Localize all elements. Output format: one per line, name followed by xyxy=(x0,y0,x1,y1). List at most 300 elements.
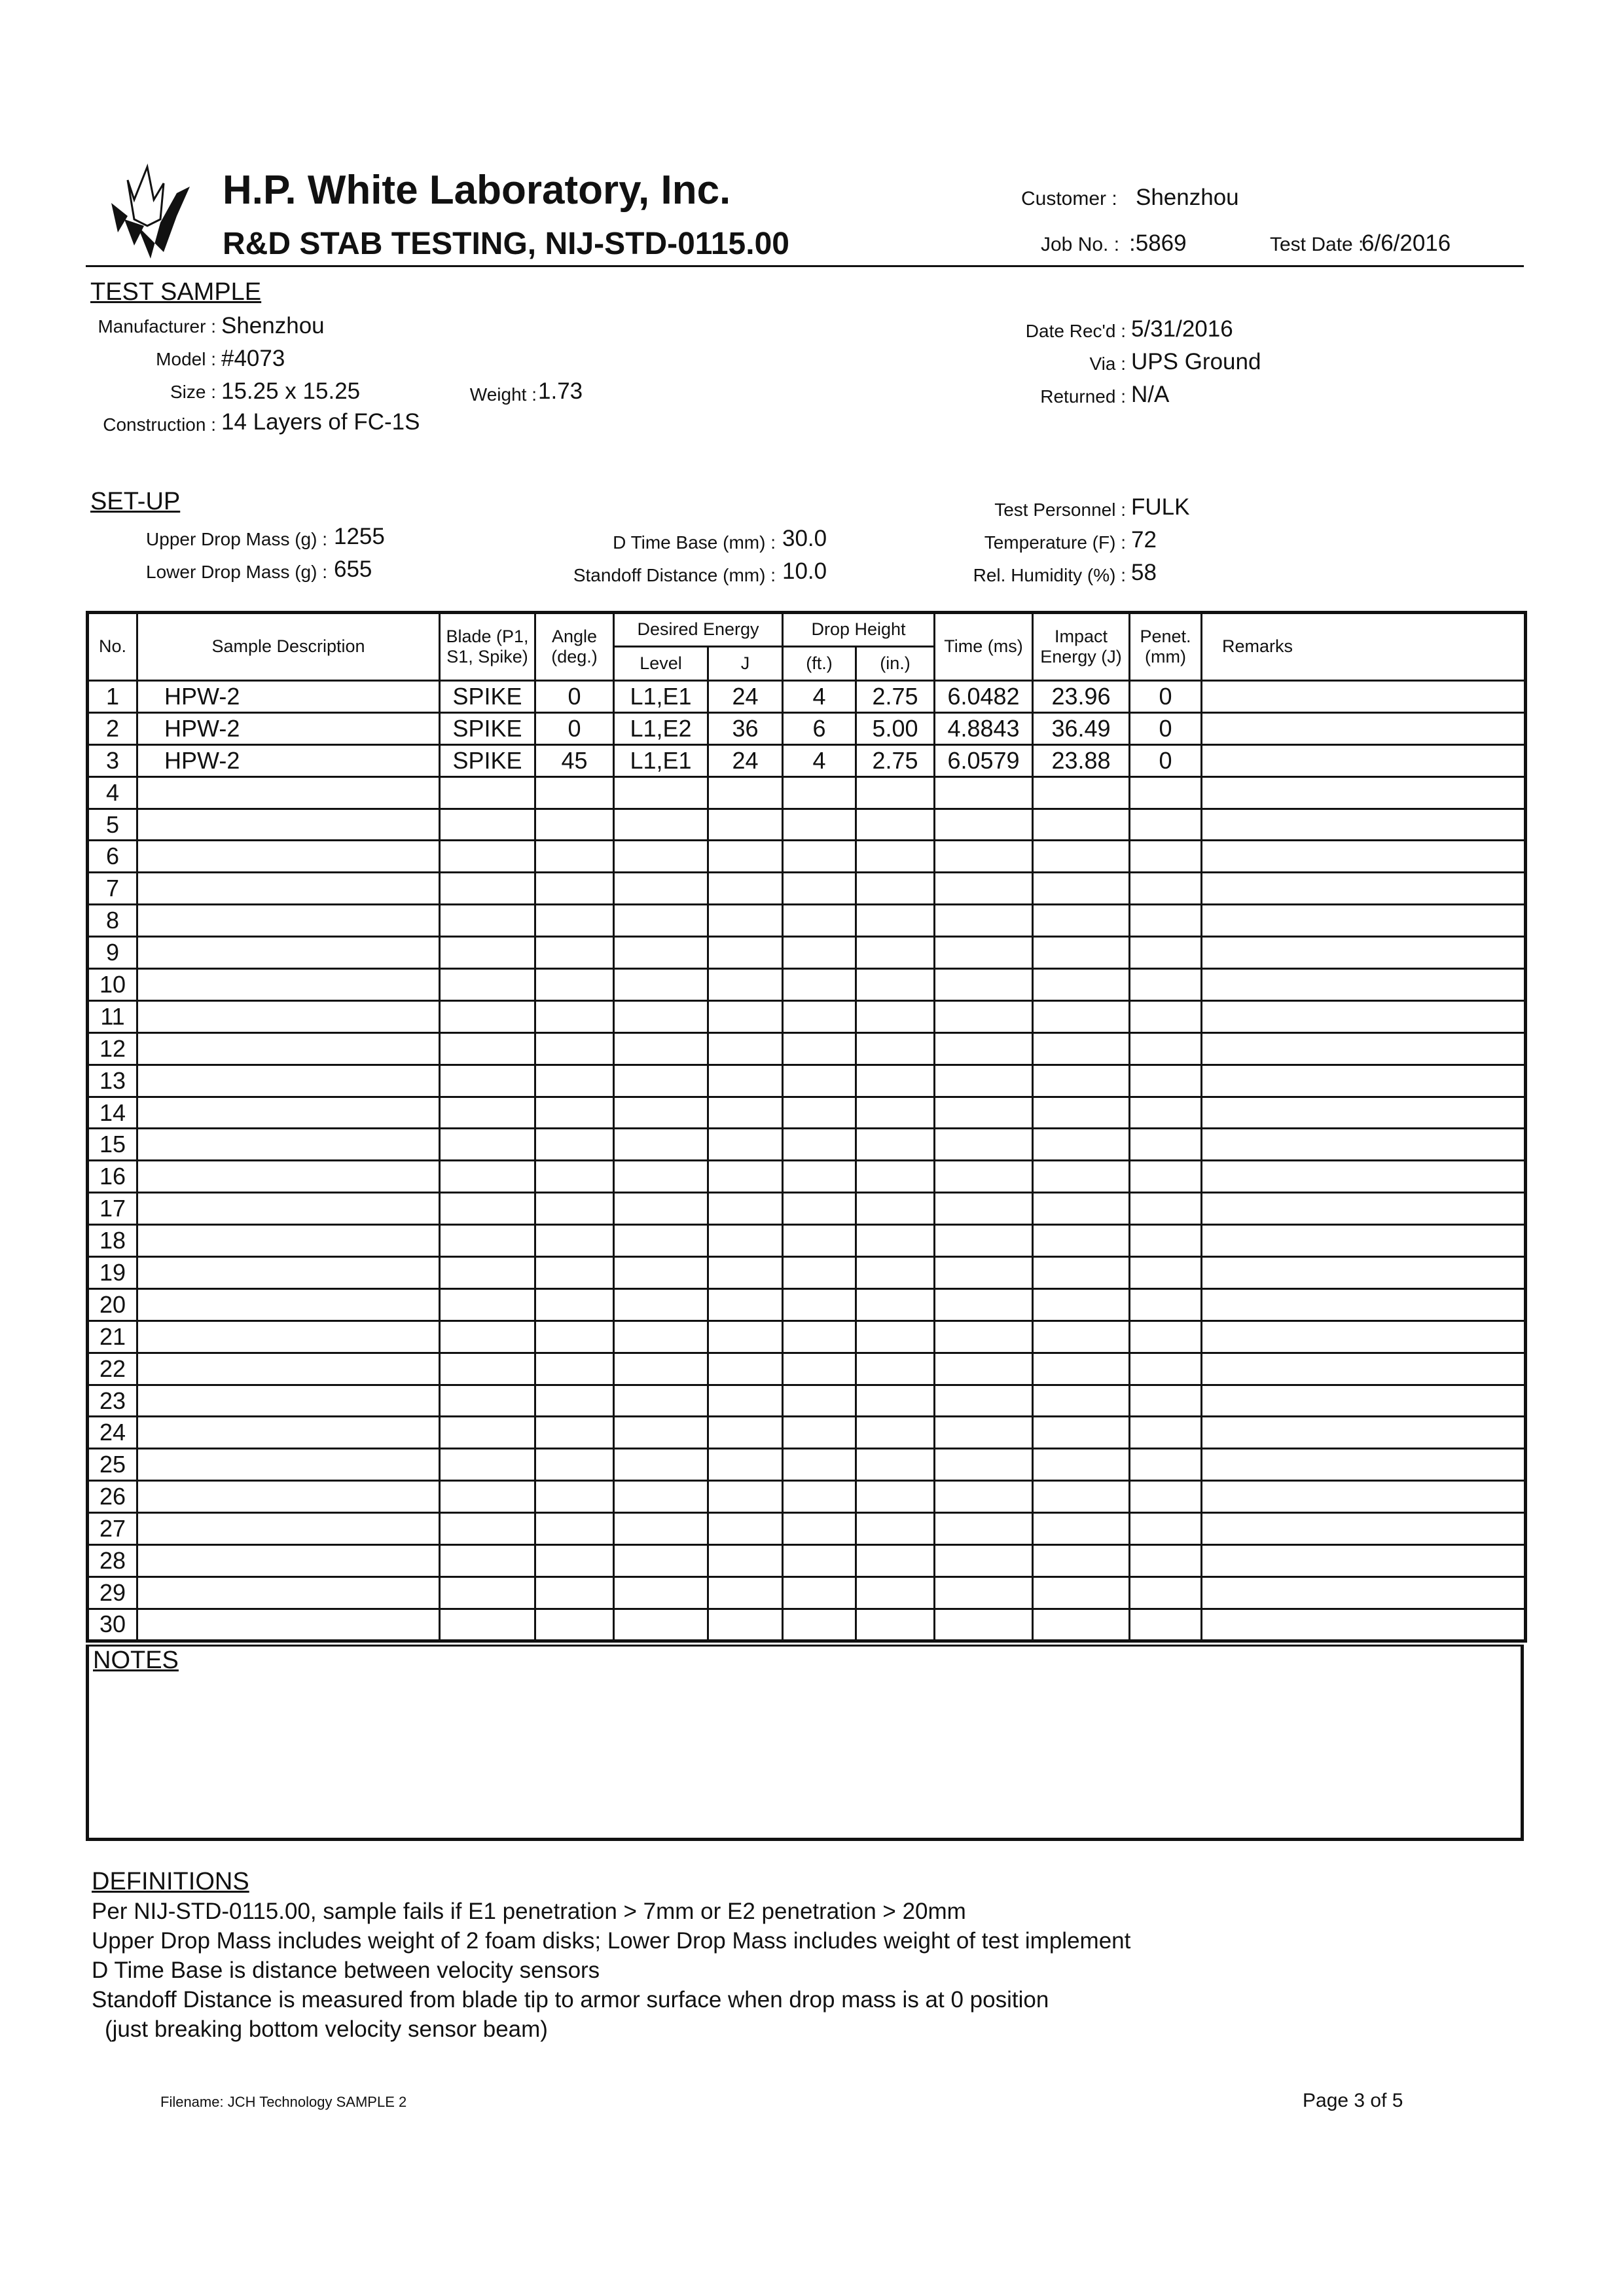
cell-energy xyxy=(1033,776,1130,809)
standoff-label: Standoff Distance (mm) : xyxy=(573,565,776,585)
cell-j: 24 xyxy=(708,681,783,713)
cell-desc xyxy=(137,969,440,1001)
temperature-label: Temperature (F) : xyxy=(984,532,1126,553)
cell-no: 15 xyxy=(88,1129,137,1161)
cell-remarks xyxy=(1202,841,1526,873)
cell-j xyxy=(708,1000,783,1032)
cell-no: 29 xyxy=(88,1576,137,1609)
cell-energy xyxy=(1033,1576,1130,1609)
d-time-value: 30.0 xyxy=(782,526,827,551)
cell-angle xyxy=(535,1129,614,1161)
cell-energy xyxy=(1033,1353,1130,1385)
cell-blade xyxy=(440,1545,535,1577)
table-row xyxy=(88,1288,1526,1321)
cell-desc xyxy=(137,1032,440,1065)
cell-in xyxy=(856,1288,935,1321)
cell-level xyxy=(614,1225,708,1257)
header-blade: Blade (P1, S1, Spike) xyxy=(440,613,535,681)
cell-desc xyxy=(137,1257,440,1289)
cell-penet xyxy=(1130,1417,1202,1449)
manufacturer-label: Manufacturer : xyxy=(98,316,216,337)
cell-desc: HPW-2 xyxy=(137,681,440,713)
cell-no: 26 xyxy=(88,1481,137,1513)
definitions-title: DEFINITIONS xyxy=(92,1868,249,1895)
cell-desc: HPW-2 xyxy=(137,712,440,744)
cell-no: 7 xyxy=(88,873,137,905)
cell-time xyxy=(935,1065,1033,1097)
cell-desc xyxy=(137,1193,440,1225)
table-row xyxy=(88,1161,1526,1193)
cell-energy xyxy=(1033,1609,1130,1641)
cell-penet xyxy=(1130,1576,1202,1609)
cell-in xyxy=(856,905,935,937)
table-row xyxy=(88,969,1526,1001)
cell-angle xyxy=(535,1609,614,1641)
cell-remarks xyxy=(1202,1385,1526,1417)
customer-label: Customer : xyxy=(1021,188,1117,210)
cell-angle: 45 xyxy=(535,744,614,776)
cell-no: 27 xyxy=(88,1513,137,1545)
cell-penet xyxy=(1130,1032,1202,1065)
cell-time xyxy=(935,1609,1033,1641)
cell-penet xyxy=(1130,1161,1202,1193)
cell-in: 2.75 xyxy=(856,681,935,713)
cell-j xyxy=(708,1417,783,1449)
cell-ft xyxy=(783,1225,856,1257)
cell-in xyxy=(856,776,935,809)
cell-desc xyxy=(137,1385,440,1417)
cell-time xyxy=(935,1000,1033,1032)
cell-blade xyxy=(440,1481,535,1513)
table-row xyxy=(88,1353,1526,1385)
cell-ft xyxy=(783,1129,856,1161)
cell-in xyxy=(856,1353,935,1385)
cell-level xyxy=(614,841,708,873)
table-row xyxy=(88,744,1526,776)
cell-penet xyxy=(1130,873,1202,905)
header-drop-height: Drop Height xyxy=(783,613,935,647)
header-level: Level xyxy=(614,647,708,681)
cell-remarks xyxy=(1202,1000,1526,1032)
cell-energy xyxy=(1033,1417,1130,1449)
cell-angle xyxy=(535,841,614,873)
cell-penet xyxy=(1130,1449,1202,1481)
cell-time xyxy=(935,1545,1033,1577)
cell-level xyxy=(614,873,708,905)
cell-remarks xyxy=(1202,1481,1526,1513)
cell-ft: 6 xyxy=(783,712,856,744)
returned-value: N/A xyxy=(1131,382,1170,407)
cell-angle xyxy=(535,1097,614,1129)
cell-time xyxy=(935,1032,1033,1065)
cell-remarks xyxy=(1202,1513,1526,1545)
construction-label: Construction : xyxy=(103,414,216,435)
temperature-value: 72 xyxy=(1131,527,1157,553)
cell-blade xyxy=(440,1576,535,1609)
cell-level: L1,E2 xyxy=(614,712,708,744)
cell-angle xyxy=(535,1545,614,1577)
cell-no: 10 xyxy=(88,969,137,1001)
setup-title: SET-UP xyxy=(90,488,181,515)
cell-time xyxy=(935,1193,1033,1225)
job-number: :5869 xyxy=(1129,230,1187,256)
cell-angle xyxy=(535,1417,614,1449)
cell-blade xyxy=(440,937,535,969)
cell-desc xyxy=(137,937,440,969)
table-row xyxy=(88,1321,1526,1353)
cell-desc xyxy=(137,809,440,841)
cell-in xyxy=(856,1417,935,1449)
cell-remarks xyxy=(1202,969,1526,1001)
cell-desc xyxy=(137,905,440,937)
cell-no: 16 xyxy=(88,1161,137,1193)
cell-angle xyxy=(535,1353,614,1385)
table-row xyxy=(88,841,1526,873)
cell-energy xyxy=(1033,1481,1130,1513)
cell-ft xyxy=(783,1576,856,1609)
cell-time xyxy=(935,1353,1033,1385)
cell-ft xyxy=(783,776,856,809)
cell-level xyxy=(614,809,708,841)
company-logo-icon xyxy=(98,154,196,259)
cell-no: 2 xyxy=(88,712,137,744)
cell-angle xyxy=(535,1576,614,1609)
cell-desc xyxy=(137,1449,440,1481)
cell-in: 5.00 xyxy=(856,712,935,744)
cell-ft xyxy=(783,1065,856,1097)
cell-time xyxy=(935,1481,1033,1513)
cell-blade xyxy=(440,1257,535,1289)
cell-no: 6 xyxy=(88,841,137,873)
size-label: Size : xyxy=(170,382,216,402)
table-row xyxy=(88,1193,1526,1225)
cell-energy xyxy=(1033,1032,1130,1065)
cell-ft xyxy=(783,1609,856,1641)
cell-angle xyxy=(535,1385,614,1417)
cell-no: 18 xyxy=(88,1225,137,1257)
cell-energy xyxy=(1033,905,1130,937)
cell-no: 14 xyxy=(88,1097,137,1129)
cell-in xyxy=(856,1193,935,1225)
cell-j xyxy=(708,841,783,873)
cell-blade xyxy=(440,809,535,841)
cell-ft xyxy=(783,1193,856,1225)
footer-filename: Filename: JCH Technology SAMPLE 2 xyxy=(160,2094,407,2110)
cell-remarks xyxy=(1202,1449,1526,1481)
cell-penet xyxy=(1130,1000,1202,1032)
cell-angle xyxy=(535,1193,614,1225)
cell-blade xyxy=(440,1000,535,1032)
cell-penet xyxy=(1130,1288,1202,1321)
cell-ft xyxy=(783,1000,856,1032)
lower-mass-value: 655 xyxy=(334,556,372,582)
cell-desc xyxy=(137,1513,440,1545)
cell-desc xyxy=(137,841,440,873)
table-row xyxy=(88,1129,1526,1161)
cell-no: 8 xyxy=(88,905,137,937)
cell-ft xyxy=(783,1449,856,1481)
cell-level xyxy=(614,776,708,809)
table-row xyxy=(88,905,1526,937)
cell-angle xyxy=(535,1225,614,1257)
cell-penet xyxy=(1130,1225,1202,1257)
cell-blade xyxy=(440,1609,535,1641)
cell-penet xyxy=(1130,1353,1202,1385)
cell-penet xyxy=(1130,1097,1202,1129)
cell-ft xyxy=(783,1097,856,1129)
cell-in: 2.75 xyxy=(856,744,935,776)
definition-line: D Time Base is distance between velocity sensors xyxy=(92,1958,600,1983)
cell-ft xyxy=(783,1257,856,1289)
header-penetration: Penet. (mm) xyxy=(1130,613,1202,681)
cell-no: 20 xyxy=(88,1288,137,1321)
cell-no: 28 xyxy=(88,1545,137,1577)
personnel-label: Test Personnel : xyxy=(994,500,1126,520)
cell-desc xyxy=(137,1161,440,1193)
cell-remarks xyxy=(1202,1576,1526,1609)
cell-j xyxy=(708,1032,783,1065)
cell-j xyxy=(708,905,783,937)
table-row xyxy=(88,1257,1526,1289)
cell-remarks xyxy=(1202,776,1526,809)
cell-ft xyxy=(783,841,856,873)
cell-no: 22 xyxy=(88,1353,137,1385)
cell-desc xyxy=(137,1288,440,1321)
cell-in xyxy=(856,1385,935,1417)
header-remarks: Remarks xyxy=(1202,613,1526,681)
header-j: J xyxy=(708,647,783,681)
cell-angle xyxy=(535,1288,614,1321)
cell-penet xyxy=(1130,1257,1202,1289)
cell-penet xyxy=(1130,937,1202,969)
cell-remarks xyxy=(1202,873,1526,905)
cell-j xyxy=(708,1513,783,1545)
cell-angle xyxy=(535,905,614,937)
cell-remarks xyxy=(1202,1193,1526,1225)
cell-penet xyxy=(1130,969,1202,1001)
cell-energy xyxy=(1033,1321,1130,1353)
cell-blade: SPIKE xyxy=(440,712,535,744)
cell-j xyxy=(708,1481,783,1513)
table-row xyxy=(88,1417,1526,1449)
cell-time xyxy=(935,1321,1033,1353)
cell-blade: SPIKE xyxy=(440,681,535,713)
cell-level: L1,E1 xyxy=(614,681,708,713)
table-row xyxy=(88,1032,1526,1065)
cell-angle xyxy=(535,1257,614,1289)
cell-remarks xyxy=(1202,809,1526,841)
cell-blade xyxy=(440,776,535,809)
cell-penet xyxy=(1130,1545,1202,1577)
cell-time xyxy=(935,1513,1033,1545)
cell-angle xyxy=(535,969,614,1001)
cell-no: 11 xyxy=(88,1000,137,1032)
cell-ft xyxy=(783,1032,856,1065)
cell-no: 17 xyxy=(88,1193,137,1225)
cell-desc xyxy=(137,1417,440,1449)
model-value: #4073 xyxy=(221,346,285,371)
cell-blade xyxy=(440,1288,535,1321)
upper-mass-value: 1255 xyxy=(334,524,385,549)
cell-blade xyxy=(440,1353,535,1385)
cell-energy: 23.88 xyxy=(1033,744,1130,776)
table-row xyxy=(88,1449,1526,1481)
cell-blade xyxy=(440,1193,535,1225)
header-ft: (ft.) xyxy=(783,647,856,681)
cell-in xyxy=(856,1257,935,1289)
test-sample-title: TEST SAMPLE xyxy=(90,278,262,306)
cell-no: 4 xyxy=(88,776,137,809)
cell-ft xyxy=(783,1321,856,1353)
cell-ft xyxy=(783,969,856,1001)
cell-level xyxy=(614,1193,708,1225)
cell-energy xyxy=(1033,1129,1130,1161)
cell-remarks xyxy=(1202,1609,1526,1641)
cell-blade xyxy=(440,1129,535,1161)
cell-j xyxy=(708,809,783,841)
cell-energy xyxy=(1033,1257,1130,1289)
cell-energy xyxy=(1033,1449,1130,1481)
cell-energy: 36.49 xyxy=(1033,712,1130,744)
cell-no: 9 xyxy=(88,937,137,969)
definition-line: Per NIJ-STD-0115.00, sample fails if E1 penetration > 7mm or E2 penetration > 20mm xyxy=(92,1899,966,1924)
cell-no: 5 xyxy=(88,809,137,841)
cell-level xyxy=(614,937,708,969)
cell-angle xyxy=(535,1065,614,1097)
cell-desc xyxy=(137,1000,440,1032)
cell-j xyxy=(708,1257,783,1289)
cell-j xyxy=(708,1449,783,1481)
cell-in xyxy=(856,809,935,841)
via-value: UPS Ground xyxy=(1131,349,1261,374)
cell-energy xyxy=(1033,1193,1130,1225)
cell-blade: SPIKE xyxy=(440,744,535,776)
cell-level xyxy=(614,1449,708,1481)
cell-level xyxy=(614,1417,708,1449)
cell-blade xyxy=(440,1321,535,1353)
cell-in xyxy=(856,873,935,905)
definition-line: (just breaking bottom velocity sensor beam) xyxy=(105,2016,548,2042)
cell-energy: 23.96 xyxy=(1033,681,1130,713)
cell-j xyxy=(708,1385,783,1417)
cell-energy xyxy=(1033,1545,1130,1577)
cell-time xyxy=(935,1225,1033,1257)
cell-penet: 0 xyxy=(1130,744,1202,776)
cell-energy xyxy=(1033,1000,1130,1032)
cell-penet xyxy=(1130,776,1202,809)
cell-blade xyxy=(440,1385,535,1417)
cell-in xyxy=(856,1481,935,1513)
cell-ft: 4 xyxy=(783,681,856,713)
cell-remarks xyxy=(1202,905,1526,937)
cell-remarks xyxy=(1202,1161,1526,1193)
cell-time xyxy=(935,1385,1033,1417)
cell-in xyxy=(856,1449,935,1481)
cell-in xyxy=(856,1097,935,1129)
cell-remarks xyxy=(1202,1353,1526,1385)
cell-blade xyxy=(440,905,535,937)
cell-energy xyxy=(1033,809,1130,841)
cell-level xyxy=(614,1161,708,1193)
cell-angle xyxy=(535,1481,614,1513)
cell-penet: 0 xyxy=(1130,681,1202,713)
cell-energy xyxy=(1033,1513,1130,1545)
cell-j xyxy=(708,873,783,905)
cell-level: L1,E1 xyxy=(614,744,708,776)
table-row xyxy=(88,873,1526,905)
test-results-table xyxy=(86,611,1527,1643)
cell-no: 1 xyxy=(88,681,137,713)
header-divider xyxy=(86,265,1524,267)
header-time: Time (ms) xyxy=(935,613,1033,681)
cell-time xyxy=(935,1161,1033,1193)
cell-j xyxy=(708,776,783,809)
cell-level xyxy=(614,1609,708,1641)
cell-j xyxy=(708,1129,783,1161)
cell-blade xyxy=(440,1417,535,1449)
cell-penet xyxy=(1130,1065,1202,1097)
cell-blade xyxy=(440,1065,535,1097)
cell-ft xyxy=(783,1417,856,1449)
cell-no: 25 xyxy=(88,1449,137,1481)
cell-time xyxy=(935,969,1033,1001)
returned-label: Returned : xyxy=(1040,386,1126,407)
cell-j xyxy=(708,1545,783,1577)
cell-level xyxy=(614,1000,708,1032)
cell-energy xyxy=(1033,1288,1130,1321)
cell-angle xyxy=(535,1513,614,1545)
cell-desc xyxy=(137,776,440,809)
table-row xyxy=(88,809,1526,841)
cell-remarks xyxy=(1202,1545,1526,1577)
company-name: H.P. White Laboratory, Inc. xyxy=(223,168,731,213)
cell-ft xyxy=(783,1353,856,1385)
header-no: No. xyxy=(88,613,137,681)
cell-ft xyxy=(783,937,856,969)
cell-desc xyxy=(137,1097,440,1129)
cell-remarks xyxy=(1202,1032,1526,1065)
table-row xyxy=(88,1576,1526,1609)
cell-level xyxy=(614,1032,708,1065)
cell-time: 4.8843 xyxy=(935,712,1033,744)
date-recd-label: Date Rec'd : xyxy=(1025,321,1126,341)
cell-level xyxy=(614,1257,708,1289)
cell-time xyxy=(935,1449,1033,1481)
header-impact-energy: Impact Energy (J) xyxy=(1033,613,1130,681)
weight-label: Weight : xyxy=(469,384,537,405)
cell-in xyxy=(856,841,935,873)
cell-j xyxy=(708,1576,783,1609)
cell-time xyxy=(935,1129,1033,1161)
cell-no: 30 xyxy=(88,1609,137,1641)
cell-j xyxy=(708,1193,783,1225)
cell-time xyxy=(935,1576,1033,1609)
table-row xyxy=(88,1097,1526,1129)
cell-remarks xyxy=(1202,681,1526,713)
cell-penet xyxy=(1130,1481,1202,1513)
cell-level xyxy=(614,1481,708,1513)
cell-desc xyxy=(137,1129,440,1161)
report-subtitle: R&D STAB TESTING, NIJ-STD-0115.00 xyxy=(223,227,789,261)
cell-penet xyxy=(1130,1609,1202,1641)
table-row xyxy=(88,1481,1526,1513)
cell-remarks xyxy=(1202,1129,1526,1161)
cell-blade xyxy=(440,873,535,905)
cell-level xyxy=(614,1321,708,1353)
size-value: 15.25 x 15.25 xyxy=(221,378,361,404)
cell-penet xyxy=(1130,1321,1202,1353)
cell-desc xyxy=(137,1225,440,1257)
